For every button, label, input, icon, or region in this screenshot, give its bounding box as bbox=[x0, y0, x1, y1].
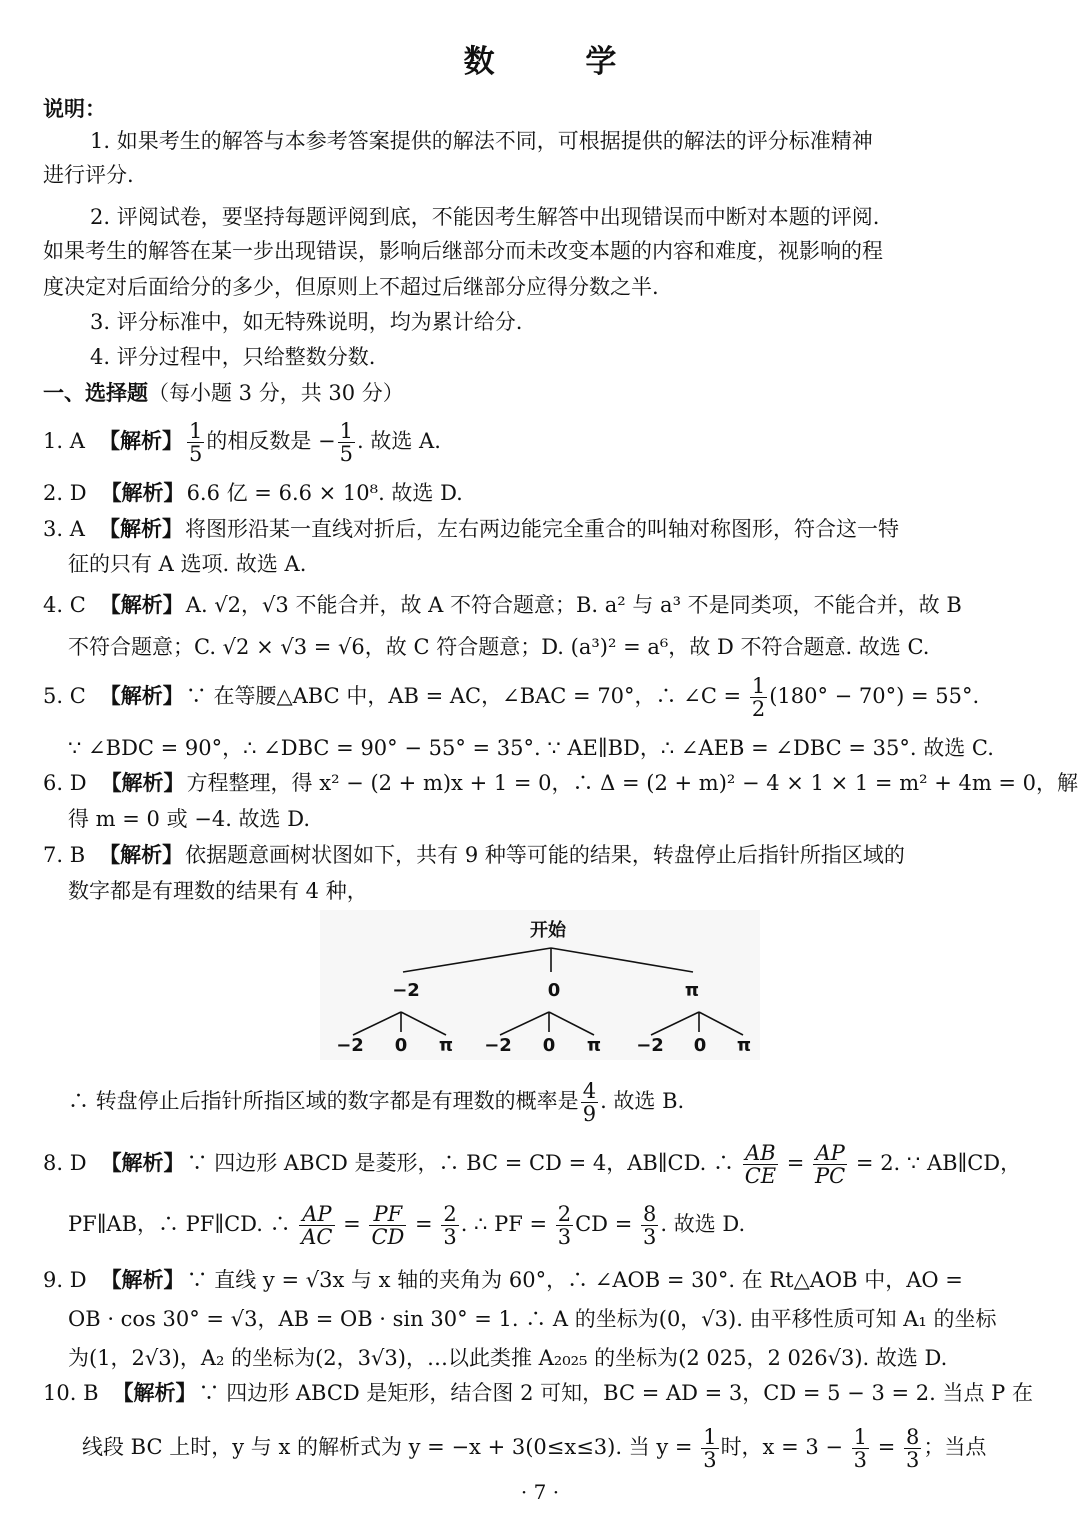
section-desc: （每小题 3 分，共 30 分） bbox=[148, 381, 404, 405]
question-8: 8. D 【解析】∵ 四边形 ABCD 是菱形，∴ BC = CD = 4，AB∥CD. ∴ $\frac{AB}{CE}$ = $\frac{AP}{PC}$ = 2. ∵ AB∥CD， bbox=[43, 1141, 1022, 1189]
q1-fraction-1: $\frac{1}{5}$ bbox=[189, 419, 203, 467]
q8-line-2: PF∥AB，∴ PF∥CD. ∴ $\frac{AP}{AC}$ = $\frac{PF}{CD}$ = $\frac{2}{3}$ . ∴ PF = $\frac{2}{3}$ CD = $\frac{8}{3}$ . 故选 D. bbox=[68, 1202, 746, 1250]
q8-answer: 8. D bbox=[43, 1151, 87, 1176]
tree-node: π bbox=[684, 980, 700, 1001]
tree-leaf: −2 bbox=[636, 1035, 664, 1056]
notes-heading: 说明： bbox=[43, 97, 106, 121]
question-6: 6. D 【解析】方程整理，得 x² − (2 + m)x + 1 = 0，∴ Δ = (2 + m)² − 4 × 1 × 1 = m² + 4m = 0，解 bbox=[43, 768, 1040, 798]
note-1a: 1. 如果考生的解答与本参考答案提供的解法不同，可根据提供的解法的评分标准精神 bbox=[90, 129, 873, 153]
note-2a: 2. 评阅试卷，要坚持每题评阅到底，不能因考生解答中出现错误而中断对本题的评阅. bbox=[90, 205, 880, 229]
note-2b: 如果考生的解答在某一步出现错误，影响后继部分而未改变本题的内容和难度，视影响的程 bbox=[43, 239, 883, 263]
q5-fraction: $\frac{1}{2}$ bbox=[751, 674, 766, 722]
q6-line-2: 得 m = 0 或 −4. 故选 D. bbox=[68, 807, 310, 831]
question-2: 2. D 【解析】6.6 亿 = 6.6 × 10⁸. 故选 D. bbox=[43, 478, 1040, 508]
tree-leaf: −2 bbox=[484, 1035, 512, 1056]
q3-line-2: 征的只有 A 选项. 故选 A. bbox=[68, 552, 307, 576]
note-2c: 度决定对后面给分的多少，但原则上不超过后继部分应得分数之半. bbox=[43, 275, 659, 299]
q10-line-2: 线段 BC 上时，y 与 x 的解析式为 y = −x + 3(0≤x≤3). 当 y = $\frac{1}{3}$ 时，x = 3 − $\frac{1}{3}$ = $\frac{8}{3}$ ；当点 bbox=[82, 1425, 987, 1473]
q4-answer: 4. C bbox=[43, 593, 86, 617]
q5-line-2: ∵ ∠BDC = 90°，∴ ∠DBC = 90° − 55° = 35°. ∵ AE∥BD，∴ ∠AEB = ∠DBC = 35°. 故选 C. bbox=[68, 736, 994, 760]
tree-leaf: π bbox=[438, 1035, 454, 1056]
question-7: 7. B 【解析】依据题意画树状图如下，共有 9 种等可能的结果，转盘停止后指针所指区域的 bbox=[43, 840, 1040, 870]
q4-line-2: 不符合题意；C. √2 × √3 = √6，故 C 符合题意；D. (a³)² = a⁶，故 D 不符合题意. 故选 C. bbox=[68, 635, 930, 659]
tree-leaf: π bbox=[736, 1035, 752, 1056]
q1-fraction-2: $\frac{1}{5}$ bbox=[339, 419, 354, 467]
q6-answer: 6. D bbox=[43, 771, 87, 795]
q7-conclusion: ∴ 转盘停止后指针所指区域的数字都是有理数的概率是 $\frac{4}{9}$ . 故选 B. bbox=[68, 1079, 685, 1127]
note-3: 3. 评分标准中，如无特殊说明，均为累计给分. bbox=[90, 310, 523, 334]
section-heading bbox=[43, 378, 1040, 408]
q2-answer: 2. D bbox=[43, 481, 87, 505]
question-9: 9. D 【解析】∵ 直线 y = √3x 与 x 轴的夹角为 60°，∴ ∠AOB = 30°. 在 Rt△AOB 中，AO = bbox=[43, 1265, 1040, 1295]
question-10: 10. B 【解析】∵ 四边形 ABCD 是矩形，结合图 2 可知，BC = AD = 3，CD = 5 − 3 = 2. 当点 P 在 bbox=[43, 1378, 1040, 1408]
page-number: · 7 · bbox=[520, 1480, 560, 1504]
tree-node: 0 bbox=[547, 980, 561, 1001]
tree-leaf: 0 bbox=[542, 1035, 556, 1056]
q9-line-3: 为(1，2√3)，A₂ 的坐标为(2，3√3)，…以此类推 A₂₀₂₅ 的坐标为(2 025，2 026√3). 故选 D. bbox=[68, 1346, 948, 1370]
q9-answer: 9. D bbox=[43, 1268, 87, 1292]
question-4: 4. C 【解析】A. √2，√3 不能合并，故 A 不符合题意；B. a² 与 a³ 不是同类项，不能合并，故 B bbox=[43, 590, 1040, 620]
q10-answer: 10. B bbox=[43, 1381, 99, 1405]
tree-leaf: −2 bbox=[336, 1035, 364, 1056]
question-1: 1. A 【解析】 $\frac{1}{5}$ 的相反数是 − $\frac{1}{5}$ . 故选 A. bbox=[43, 419, 441, 467]
q3-answer: 3. A bbox=[43, 517, 85, 541]
page-title: 数 学 bbox=[463, 44, 657, 80]
question-3: 3. A 【解析】将图形沿某一直线对折后，左右两边能完全重合的叫轴对称图形，符合这一特 bbox=[43, 514, 1040, 544]
q9-line-2: OB · cos 30° = √3，AB = OB · sin 30° = 1. ∴ A 的坐标为(0，√3). 由平移性质可知 A₁ 的坐标 bbox=[68, 1307, 997, 1331]
tree-root: 开始 bbox=[530, 920, 566, 941]
question-5: 5. C 【解析】∵ 在等腰△ABC 中，AB = AC，∠BAC = 70°，∴ ∠C = $\frac{1}{2}$ (180° − 70°) = 55°. bbox=[43, 674, 980, 722]
q5-answer: 5. C bbox=[43, 684, 86, 709]
jiexi-label: 【解析】 bbox=[99, 429, 183, 454]
tree-leaf: 0 bbox=[693, 1035, 707, 1056]
q7-line-2: 数字都是有理数的结果有 4 种， bbox=[68, 879, 368, 903]
q1-answer: 1. A bbox=[43, 429, 85, 454]
note-1b: 进行评分. bbox=[43, 163, 134, 187]
note-4: 4. 评分过程中，只给整数分数. bbox=[90, 345, 376, 369]
q7-fraction: $\frac{4}{9}$ bbox=[582, 1079, 597, 1127]
tree-diagram bbox=[320, 910, 760, 1060]
tree-leaf: 0 bbox=[394, 1035, 408, 1056]
q7-answer: 7. B bbox=[43, 843, 86, 867]
tree-leaf: π bbox=[586, 1035, 602, 1056]
tree-node: −2 bbox=[392, 980, 420, 1001]
section-title: 一、选择题 bbox=[43, 381, 148, 405]
